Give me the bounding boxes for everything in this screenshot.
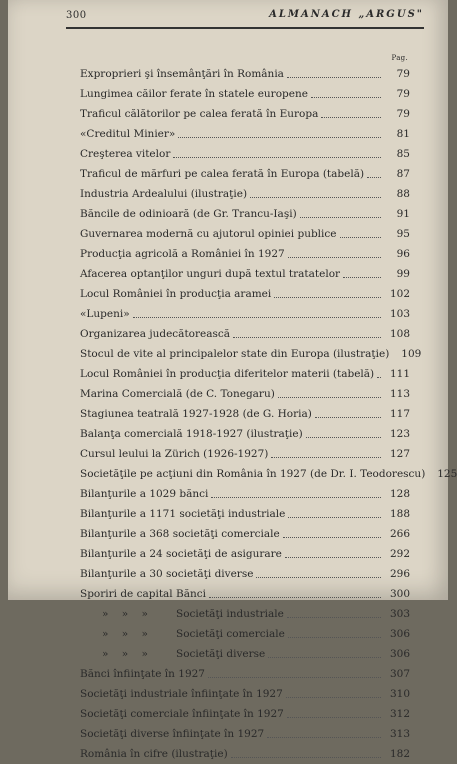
toc-entry (80, 684, 410, 704)
toc-entry-title: Traficul de mărfuri pe calea ferată în Europa (tabelă) (80, 168, 365, 180)
toc-entry (80, 244, 410, 264)
toc-entry-title: Producţia agricolă a României în 1927 (80, 248, 285, 260)
toc-entry (80, 464, 457, 484)
toc-entry-page: 117 (389, 408, 410, 420)
toc-entry-page: 296 (389, 568, 410, 580)
toc-entry (80, 624, 410, 644)
dot-leader (286, 697, 381, 698)
table-of-contents (80, 64, 457, 764)
toc-entry-title: Guvernarea modernă cu ajutorul opiniei publice (80, 228, 337, 240)
toc-entry (80, 504, 410, 524)
book-page (8, 0, 457, 760)
toc-entry (80, 204, 410, 224)
toc-entry (80, 184, 410, 204)
toc-entry-page: 79 (396, 108, 410, 120)
ditto-marks: » » » (102, 648, 148, 660)
dot-leader (311, 97, 381, 98)
toc-entry (80, 84, 410, 104)
toc-entry-title: Bilanţurile a 368 societăţi comerciale (80, 528, 280, 540)
toc-entry (80, 424, 410, 444)
toc-entry-title: Creşterea vitelor (80, 148, 171, 160)
toc-entry-page: 306 (389, 628, 410, 640)
toc-entry-title: Balanţa comercială 1918-1927 (ilustraţie) (80, 428, 303, 440)
dot-leader (306, 437, 381, 438)
toc-entry (80, 404, 410, 424)
toc-entry-title: Sporiri de capital Bănci (80, 588, 206, 600)
toc-entry-page: 182 (389, 748, 410, 760)
toc-entry (80, 104, 410, 124)
toc-entry-page: 312 (389, 708, 410, 720)
toc-entry-page: 109 (401, 348, 422, 360)
toc-entry (80, 224, 410, 244)
toc-entry (80, 284, 410, 304)
toc-entry-title: Bilanţurile a 24 societăţi de asigurare (80, 548, 282, 560)
dot-leader (233, 337, 381, 338)
page-number: 300 (66, 10, 87, 21)
dot-leader (288, 637, 381, 638)
toc-entry-page: 88 (396, 188, 410, 200)
dot-leader (278, 397, 381, 398)
toc-entry-page: 300 (389, 588, 410, 600)
header-rule (66, 27, 424, 29)
toc-entry-page: 127 (389, 448, 410, 460)
toc-entry (80, 644, 410, 664)
toc-entry-page: 103 (389, 308, 410, 320)
toc-entry-page: 87 (396, 168, 410, 180)
toc-entry-page: 128 (389, 488, 410, 500)
toc-entry-page: 306 (389, 648, 410, 660)
dot-leader (271, 457, 381, 458)
toc-entry-title: Societăţi industriale (176, 608, 284, 620)
toc-entry-title: Bilanţurile a 30 societăţi diverse (80, 568, 254, 580)
toc-entry (80, 164, 410, 184)
toc-entry-page: 79 (396, 68, 410, 80)
toc-entry-title: Societăţi comerciale înfiinţate în 1927 (80, 708, 284, 720)
toc-entry-title: Locul României în producţia diferitelor materii (tabelă) (80, 368, 375, 380)
toc-entry (80, 444, 410, 464)
toc-entry (80, 664, 410, 684)
dot-leader (288, 517, 381, 518)
toc-entry-title: Locul României în producţia aramei (80, 288, 272, 300)
toc-entry (80, 584, 410, 604)
toc-entry-title: Stagiunea teatrală 1927-1928 (de G. Horia) (80, 408, 312, 420)
toc-entry (80, 704, 410, 724)
page-header (66, 8, 424, 26)
dot-leader (283, 537, 381, 538)
dot-leader (268, 657, 381, 658)
toc-entry-page: 266 (389, 528, 410, 540)
toc-entry-page: 125 (437, 468, 457, 480)
toc-entry-title: Societăţile pe acţiuni din România în 1927 (de Dr. I. Teodorescu) (80, 468, 426, 480)
toc-entry (80, 524, 410, 544)
toc-entry-page: 113 (389, 388, 410, 400)
toc-entry-title: Industria Ardealului (ilustraţie) (80, 188, 248, 200)
dot-leader (287, 617, 381, 618)
toc-entry-page: 81 (396, 128, 410, 140)
toc-entry-title: Bănci înfiinţate în 1927 (80, 668, 205, 680)
dot-leader (209, 597, 381, 598)
ditto-marks: » » » (102, 608, 148, 620)
toc-entry-title: România în cifre (ilustraţie) (80, 748, 228, 760)
dot-leader (133, 317, 381, 318)
dot-leader (256, 577, 381, 578)
toc-entry (80, 324, 410, 344)
toc-entry (80, 384, 410, 404)
toc-entry-title: Bilanţurile a 1029 bănci (80, 488, 209, 500)
toc-entry-title: Exproprieri şi însemânţări în România (80, 68, 284, 80)
dot-leader (173, 157, 381, 158)
toc-entry (80, 744, 410, 764)
toc-entry-title: «Creditul Minier» (80, 128, 176, 140)
toc-entry-title: Societăţi comerciale (176, 628, 285, 640)
toc-entry-page: 96 (396, 248, 410, 260)
dot-leader (377, 377, 381, 378)
toc-entry (80, 544, 410, 564)
dot-leader (250, 197, 381, 198)
dot-leader (367, 177, 381, 178)
toc-entry-title: Traficul călătorilor pe calea ferată în Europa (80, 108, 319, 120)
toc-entry-page: 111 (389, 368, 410, 380)
toc-entry-title: Lungimea căilor ferate în statele europene (80, 88, 308, 100)
toc-entry (80, 144, 410, 164)
dot-leader (285, 557, 381, 558)
dot-leader (321, 117, 381, 118)
dot-leader (300, 217, 381, 218)
dot-leader (288, 257, 381, 258)
toc-entry (80, 264, 410, 284)
toc-entry-title: Cursul leului la Zürich (1926-1927) (80, 448, 269, 460)
page-column-heading: Pag. (391, 54, 408, 62)
dot-leader (343, 277, 381, 278)
toc-entry-page: 303 (389, 608, 410, 620)
toc-entry-title: Marina Comercială (de C. Tonegaru) (80, 388, 275, 400)
running-title: ALMANACH „ARGUS" (269, 9, 424, 20)
toc-entry (80, 304, 410, 324)
toc-entry-page: 102 (389, 288, 410, 300)
dot-leader (287, 717, 381, 718)
toc-entry-page: 85 (396, 148, 410, 160)
toc-entry-title: Societăţi diverse (176, 648, 266, 660)
toc-entry (80, 484, 410, 504)
toc-entry-page: 95 (396, 228, 410, 240)
toc-entry-title: Bilanţurile a 1171 societăţi industriale (80, 508, 286, 520)
ditto-marks: » » » (102, 628, 148, 640)
dot-leader (211, 497, 381, 498)
toc-entry-page: 307 (389, 668, 410, 680)
toc-entry (80, 64, 410, 84)
dot-leader (340, 237, 382, 238)
toc-entry (80, 604, 410, 624)
toc-entry-page: 123 (389, 428, 410, 440)
toc-entry-page: 99 (396, 268, 410, 280)
toc-entry-page: 292 (389, 548, 410, 560)
toc-entry (80, 124, 410, 144)
toc-entry-page: 313 (389, 728, 410, 740)
toc-entry-title: Societăţi diverse înfiinţate în 1927 (80, 728, 265, 740)
dot-leader (231, 757, 381, 758)
dot-leader (315, 417, 381, 418)
dot-leader (267, 737, 381, 738)
toc-entry-page: 108 (389, 328, 410, 340)
toc-entry (80, 344, 422, 364)
dot-leader (178, 137, 381, 138)
toc-entry (80, 364, 410, 384)
toc-entry (80, 724, 410, 744)
toc-entry-title: Organizarea judecătorească (80, 328, 231, 340)
dot-leader (274, 297, 381, 298)
toc-entry (80, 564, 410, 584)
toc-entry-title: Afacerea optanţilor unguri după textul tratatelor (80, 268, 341, 280)
toc-entry-title: «Lupeni» (80, 308, 130, 320)
toc-entry-title: Băncile de odinioară (de Gr. Trancu-Iaşi) (80, 208, 297, 220)
toc-entry-page: 79 (396, 88, 410, 100)
toc-entry-title: Stocul de vite al principalelor state din Europa (ilustraţie) (80, 348, 390, 360)
toc-entry-page: 310 (389, 688, 410, 700)
toc-entry-page: 91 (396, 208, 410, 220)
toc-entry-title: Societăţi industriale înfiinţate în 1927 (80, 688, 283, 700)
dot-leader (287, 77, 381, 78)
toc-entry-page: 188 (389, 508, 410, 520)
dot-leader (208, 677, 381, 678)
